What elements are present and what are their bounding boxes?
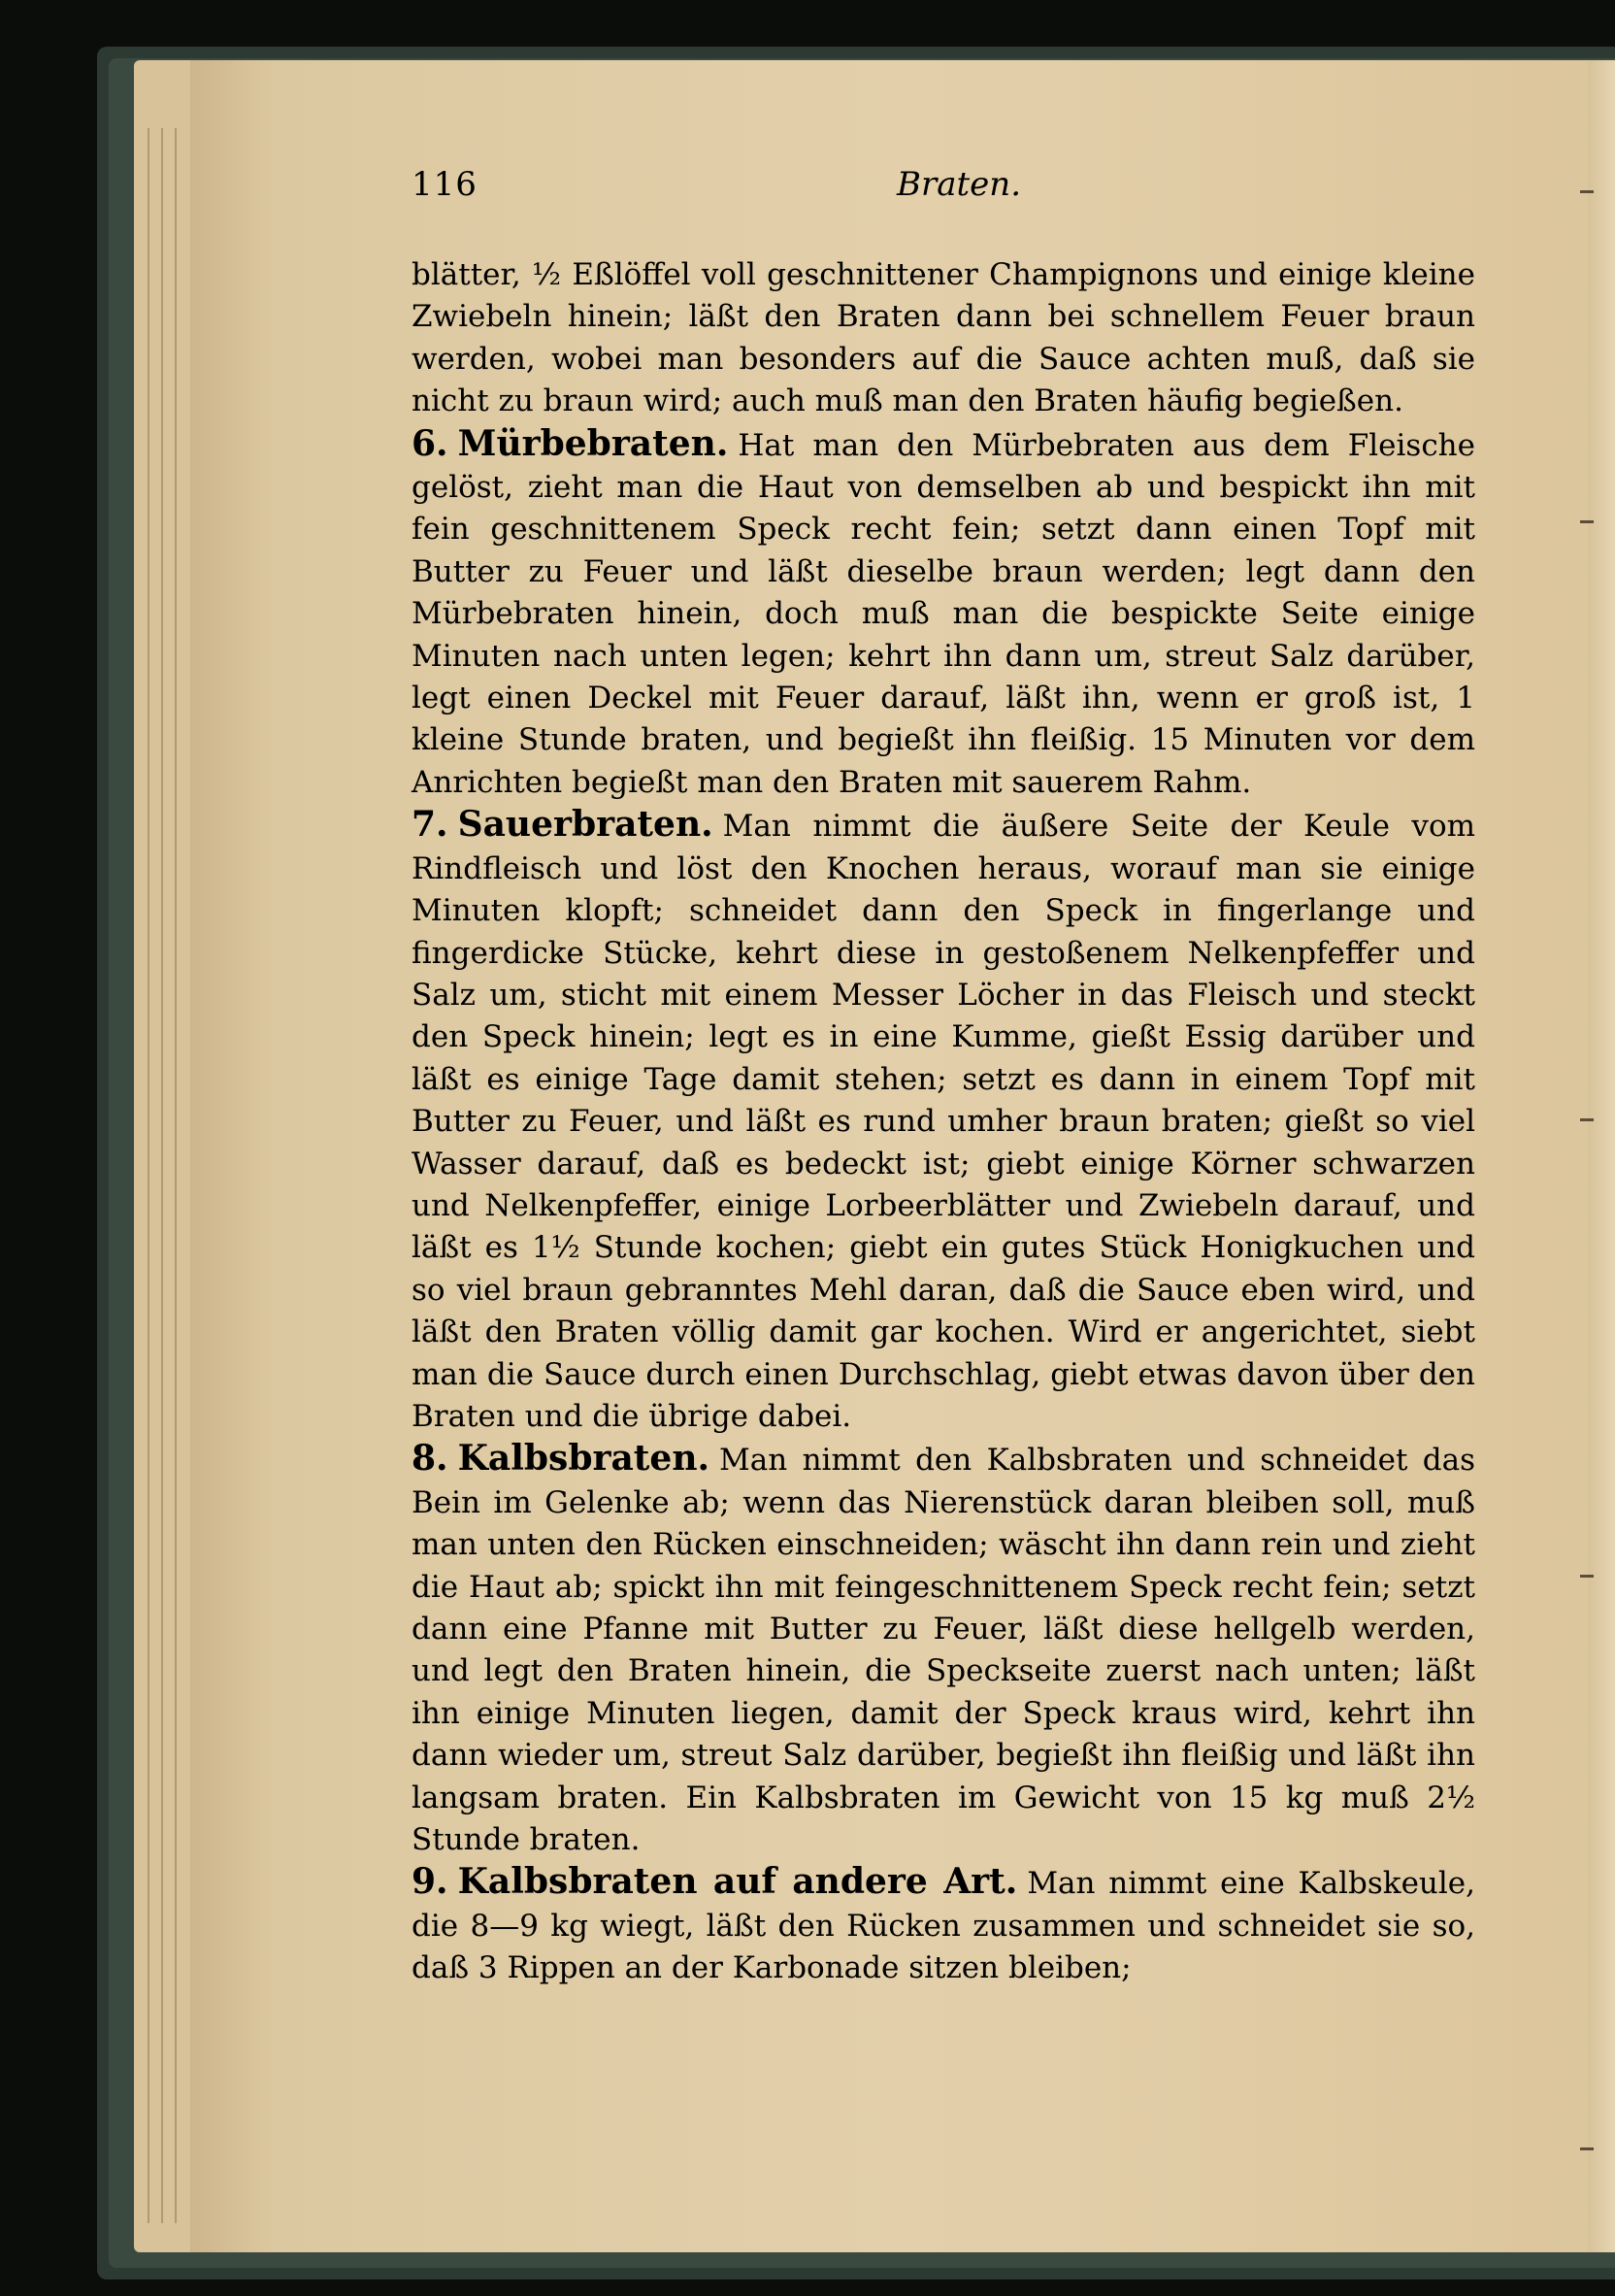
page-edge-line: [175, 128, 177, 2223]
edge-tick: [1580, 1575, 1594, 1578]
recipe-text: Hat man den Mürbebraten aus dem Fleische gelöst, zieht man die Haut von demselben ab und bespickt ihn mit fein geschnittenem Speck recht fein; setzt dann einen Topf mit Butter zu Feuer und läßt dieselbe braun werden; legt dann den Mürbebraten hinein, doch muß man die bespickte Seite einige Minuten nach unten legen; kehrt ihn dann um, streut Salz darüber, legt einen Deckel mit Feuer darauf, läßt ihn, wenn er groß ist, 1 kleine Stunde braten, und begießt ihn fleißig. 15 Minuten vor dem Anrichten begießt man den Braten mit sauerem Rahm.: [412, 427, 1475, 800]
recipe-7: [412, 804, 1475, 1438]
edge-tick: [1580, 2147, 1594, 2150]
recipe-number: 6.: [412, 422, 448, 464]
body-text: [412, 254, 1475, 1990]
running-title: Braten.: [897, 165, 1021, 204]
recipe-title: Kalbsbraten.: [457, 1438, 710, 1480]
continuation-paragraph: blätter, ½ Eßlöffel voll geschnittener Champignons und einige kleine Zwiebeln hinein; läßt den Braten dann bei schnellem Feuer braun werden, wobei man besonders auf die Sauce achten muß, daß sie nicht zu braun wird; auch muß man den Braten häufig begießen.: [412, 257, 1475, 419]
page-edge-line: [161, 128, 163, 2223]
recipe-text: Man nimmt den Kalbsbraten und schneidet das Bein im Gelenke ab; wenn das Nierenstück daran bleiben soll, muß man unten den Rücken einschneiden; wäscht ihn dann rein und zieht die Haut ab; spickt ihn mit feingeschnittenem Speck recht fein; setzt dann eine Pfanne mit Butter zu Feuer, läßt diese hellgelb werden, und legt den Braten hinein, die Speckseite zuerst nach unten; läßt ihn einige Minuten liegen, damit der Speck kraus wird, kehrt ihn dann wieder um, streut Salz darüber, begießt ihn fleißig und läßt ihn langsam braten. Ein Kalbsbraten im Gewicht von 15 kg muß 2½ Stunde braten.: [412, 1443, 1475, 1858]
running-head: [412, 165, 1481, 214]
recipe-text: Man nimmt die äußere Seite der Keule vom Rindfleisch und löst den Knochen heraus, worauf man sie einige Minuten klopft; schneidet dann den Speck in fingerlange und fingerdicke Stücke, kehrt diese in gestoßenem Nelkenpfeffer und Salz um, sticht mit einem Messer Löcher in das Fleisch und steckt den Speck hinein; legt es in eine Kumme, gießt Essig darüber und läßt es einige Tage damit stehen; setzt es dann in einem Topf mit Butter zu Feuer, und läßt es rund umher braun braten; gießt so viel Wasser darauf, daß es bedeckt ist; giebt einige Körner schwarzen und Nelkenpfeffer, einige Lorbeerblätter und Zwiebeln darauf, und läßt es 1½ Stunde kochen; giebt ein gutes Stück Honigkuchen und so viel braun gebranntes Mehl daran, daß die Sauce eben wird, und läßt den Braten völlig damit gar kochen. Wird er angerichtet, siebt man die Sauce durch einen Durchschlag, giebt etwas davon über den Braten und die übrige dabei.: [412, 809, 1475, 1434]
edge-tick: [1580, 190, 1594, 193]
recipe-text: Man nimmt eine Kalbskeule, die 8—9 kg wiegt, läßt den Rücken zusammen und schneidet sie so, daß 3 Rippen an der Karbonade sitzen bleiben;: [412, 1866, 1475, 1986]
recipe-title: Mürbebraten.: [457, 422, 729, 464]
right-page-edge: [1588, 60, 1615, 2252]
edge-tick: [1580, 520, 1594, 523]
edge-tick: [1580, 1118, 1594, 1121]
recipe-9: [412, 1861, 1475, 1989]
recipe-title: Sauerbraten.: [457, 804, 713, 846]
recipe-number: 8.: [412, 1438, 448, 1480]
recipe-8: [412, 1438, 1475, 1861]
recipe-6: [412, 423, 1475, 805]
recipe-title: Kalbsbraten auf andere Art.: [457, 1861, 1018, 1903]
page-number: 116: [412, 165, 478, 204]
page-edge-line: [148, 128, 149, 2223]
recipe-number: 7.: [412, 804, 448, 846]
recipe-number: 9.: [412, 1861, 448, 1903]
